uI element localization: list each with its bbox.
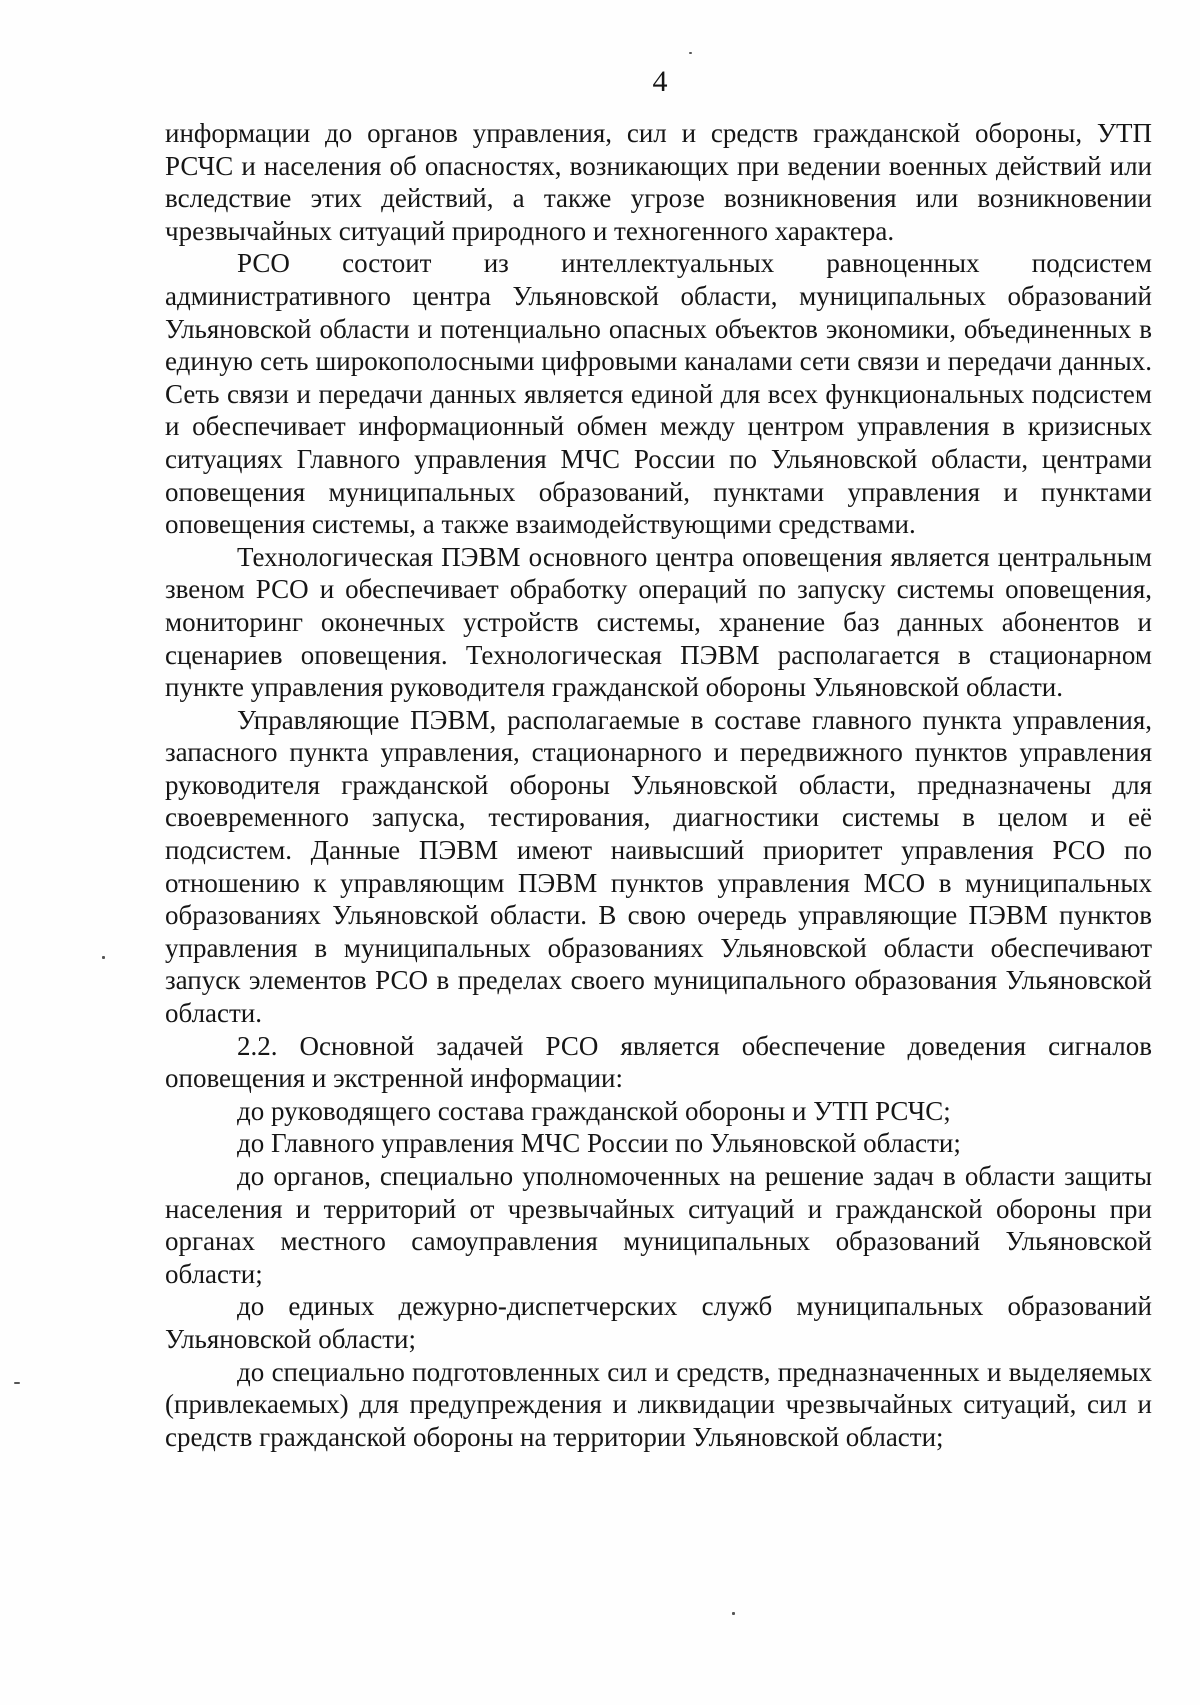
scan-speck bbox=[14, 1382, 20, 1384]
paragraph-continuation: информации до органов управления, сил и средств гражданской обороны, УТП РСЧС и населения об опасностях, возникающих при ведении военных действий или вследствие этих действий, а также угрозе возникновения или возникновении чрезвычайных ситуаций природного и техногенного характера. bbox=[165, 118, 1152, 246]
page-number: 4 bbox=[652, 65, 668, 98]
document-body bbox=[165, 117, 1152, 1453]
paragraph-control-pc: Управляющие ПЭВМ, располагаемые в составе главного пункта управления, запасного пункта управления, стационарного и передвижного пунктов управления руководителя гражданской обороны Ульяновской области, предназначены для своевременного запуска, тестирования, диагностики системы в целом и её подсистем. Данные ПЭВМ имеют наивысший приоритет управления РСО по отношению к управляющим ПЭВМ пунктов управления МСО в муниципальных образованиях Ульяновской области. В свою очередь управляющие ПЭВМ пунктов управления в муниципальных образованиях Ульяновской области обеспечивают запуск элементов РСО в пределах своего муниципального образования Ульяновской области. bbox=[165, 704, 1152, 1029]
list-item-leadership: до руководящего состава гражданской обороны и УТП РСЧС; bbox=[237, 1095, 951, 1126]
scan-speck bbox=[732, 1612, 735, 1615]
paragraph-rso-structure: РСО состоит из интеллектуальных равноценных подсистем административного центра Ульяновской области, муниципальных образований Ульяновской области и потенциально опасных объектов экономики, объединенных в единую сеть широкополосными цифровыми каналами сети связи и передачи данных. Сеть связи и передачи данных является единой для всех функциональных подсистем и обеспечивает информационный обмен между центром управления в кризисных ситуациях Главного управления МЧС России по Ульяновской области, центрами оповещения муниципальных образований, пунктами управления и пунктами оповещения системы, а также взаимодействующими средствами. bbox=[165, 248, 1152, 540]
scan-speck bbox=[689, 52, 692, 54]
list-item-authorized-bodies: до органов, специально уполномоченных на решение задач в области защиты населения и территорий от чрезвычайных ситуаций и гражданской обороны при органах местного самоуправления муниципальных образований Ульяновской области; bbox=[165, 1161, 1152, 1289]
paragraph-main-task: 2.2. Основной задачей РСО является обеспечение доведения сигналов оповещения и экстренной информации: bbox=[165, 1030, 1152, 1094]
scan-speck bbox=[102, 956, 105, 959]
list-item-main-directorate: до Главного управления МЧС России по Ульяновской области; bbox=[237, 1128, 961, 1159]
list-item-special-forces: до специально подготовленных сил и средств, предназначенных и выделяемых (привлекаемых) для предупреждения и ликвидации чрезвычайных ситуаций, сил и средств гражданской обороны на территории Ульяновской области; bbox=[165, 1356, 1152, 1452]
paragraph-technological-pc: Технологическая ПЭВМ основного центра оповещения является центральным звеном РСО и обеспечивает обработку операций по запуску системы оповещения, мониторинг оконечных устройств системы, хранение баз данных абонентов и сценариев оповещения. Технологическая ПЭВМ располагается в стационарном пункте управления руководителя гражданской обороны Ульяновской области. bbox=[165, 541, 1152, 703]
list-item-dispatch-services: до единых дежурно-диспетчерских служб муниципальных образований Ульяновской области; bbox=[165, 1291, 1152, 1354]
